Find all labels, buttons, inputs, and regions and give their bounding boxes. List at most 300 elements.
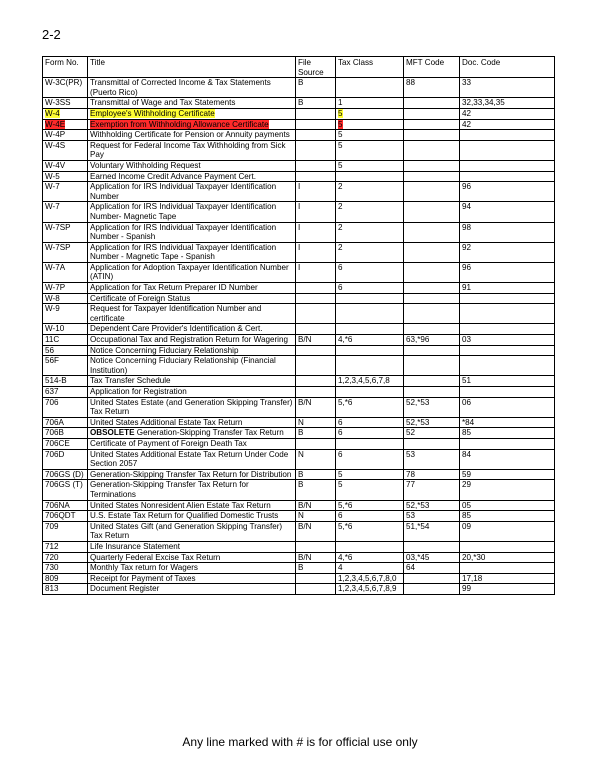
- cell-mft-code: [404, 182, 460, 202]
- cell-doc-code: [460, 98, 555, 109]
- cell-doc-code-text: 29: [462, 480, 472, 490]
- cell-tax-class-text: 1: [338, 98, 343, 108]
- cell-doc-code-text: 84: [462, 449, 472, 459]
- cell-doc-code: [460, 511, 555, 522]
- cell-mft-code: [404, 521, 460, 541]
- title-text: Generation-Skipping Transfer Tax Return for Terminations: [90, 480, 249, 499]
- table-row: [43, 376, 555, 387]
- cell-tax-class-text: 5,*6: [338, 500, 353, 510]
- cell-doc-code-text: 17,18: [462, 573, 483, 583]
- cell-mft-code: [404, 573, 460, 584]
- cell-form-no: [43, 293, 88, 304]
- cell-tax-class-text: 2: [338, 202, 343, 212]
- cell-doc-code: [460, 397, 555, 417]
- column-header-tax-class: Tax Class: [336, 57, 404, 78]
- cell-tax-class: [336, 304, 404, 324]
- cell-file-source-text: I: [298, 222, 301, 232]
- cell-tax-class: [336, 428, 404, 439]
- cell-file-source: [296, 345, 336, 356]
- cell-file-source: [296, 552, 336, 563]
- cell-file-source: [296, 511, 336, 522]
- title-text: Employee's Withholding Certificate: [90, 108, 215, 118]
- cell-doc-code: [460, 140, 555, 160]
- cell-form-no: [43, 335, 88, 346]
- cell-doc-code: [460, 324, 555, 335]
- cell-tax-class-text: 5: [338, 480, 343, 490]
- table-row: [43, 428, 555, 439]
- column-header-title: Title: [88, 57, 296, 78]
- title-text: Monthly Tax return for Wagers: [90, 563, 198, 573]
- table-row: [43, 119, 555, 130]
- cell-title: [88, 521, 296, 541]
- cell-form-no-text: W-10: [45, 324, 65, 334]
- cell-title: [88, 324, 296, 335]
- cell-file-source: [296, 480, 336, 500]
- cell-tax-class: [336, 345, 404, 356]
- cell-form-no-text: W-7: [45, 182, 60, 192]
- cell-form-no: [43, 480, 88, 500]
- cell-file-source: [296, 324, 336, 335]
- cell-tax-class-text: 6: [338, 283, 343, 293]
- table-row: [43, 345, 555, 356]
- cell-tax-class: [336, 108, 404, 119]
- cell-title: [88, 182, 296, 202]
- cell-mft-code: [404, 356, 460, 376]
- cell-mft-code: [404, 552, 460, 563]
- cell-title-text: [90, 78, 271, 97]
- cell-form-no: [43, 417, 88, 428]
- cell-tax-class-text: 5,*6: [338, 397, 353, 407]
- cell-file-source: [296, 584, 336, 595]
- cell-title: [88, 480, 296, 500]
- cell-tax-class: [336, 438, 404, 449]
- cell-file-source-text: B: [298, 98, 304, 108]
- cell-doc-code: [460, 78, 555, 98]
- cell-mft-code: [404, 140, 460, 160]
- cell-title: [88, 500, 296, 511]
- table-row: [43, 78, 555, 98]
- cell-form-no-text: W-4V: [45, 160, 66, 170]
- title-text: Notice Concerning Fiduciary Relationship: [90, 345, 239, 355]
- cell-form-no-text: 11C: [45, 335, 60, 345]
- cell-doc-code-text: 33: [462, 78, 472, 88]
- cell-file-source-text: B/N: [298, 397, 312, 407]
- cell-file-source: [296, 449, 336, 469]
- cell-form-no-text: 637: [45, 387, 59, 396]
- cell-title: [88, 293, 296, 304]
- cell-file-source: [296, 469, 336, 480]
- table-row: [43, 541, 555, 552]
- table-row: [43, 511, 555, 522]
- cell-form-no: [43, 573, 88, 584]
- cell-doc-code: [460, 119, 555, 130]
- cell-title: [88, 160, 296, 171]
- cell-mft-code: [404, 335, 460, 346]
- cell-doc-code-text: 42: [462, 108, 472, 118]
- cell-form-no: [43, 119, 88, 130]
- cell-tax-class-text: 5: [338, 140, 343, 150]
- cell-form-no: [43, 356, 88, 376]
- table-row: [43, 480, 555, 500]
- cell-mft-code: [404, 500, 460, 511]
- cell-mft-code: [404, 480, 460, 500]
- cell-form-no-text: 813: [45, 584, 59, 594]
- cell-mft-code: [404, 202, 460, 222]
- cell-title-text: [90, 470, 291, 479]
- cell-file-source-text: B/N: [298, 552, 312, 562]
- cell-title-text: [90, 542, 180, 551]
- table-row: [43, 242, 555, 262]
- table-row: [43, 469, 555, 480]
- cell-title: [88, 202, 296, 222]
- cell-file-source: [296, 119, 336, 130]
- cell-doc-code-text: 51: [462, 376, 472, 386]
- cell-title-text: [90, 450, 288, 469]
- cell-tax-class: [336, 469, 404, 480]
- cell-form-no-text: 706GS (T): [45, 480, 83, 490]
- cell-doc-code: [460, 584, 555, 595]
- cell-form-no: [43, 563, 88, 574]
- title-text: United States Nonresident Alien Estate Tax Return: [90, 500, 271, 510]
- table-row: [43, 98, 555, 109]
- title-text: Application for Adoption Taxpayer Identification Number (ATIN): [90, 262, 289, 282]
- cell-file-source-text: N: [298, 417, 304, 427]
- cell-mft-code: [404, 222, 460, 242]
- cell-form-no: [43, 182, 88, 202]
- cell-title: [88, 552, 296, 563]
- cell-form-no-text: W-8: [45, 293, 60, 303]
- cell-doc-code: [460, 356, 555, 376]
- cell-title-text: [90, 574, 196, 583]
- table-row: [43, 304, 555, 324]
- title-text: Notice Concerning Fiduciary Relationship (Financial Institution): [90, 356, 276, 375]
- table-row: [43, 584, 555, 595]
- cell-tax-class-text: 5: [338, 160, 343, 170]
- title-text: Quarterly Federal Excise Tax Return: [90, 552, 221, 562]
- cell-file-source: [296, 108, 336, 119]
- cell-form-no-text: W-7SP: [45, 242, 71, 252]
- footer-note: Any line marked with # is for official use only: [182, 735, 418, 749]
- title-text: Request for Federal Income Tax Withholding from Sick Pay: [90, 140, 286, 160]
- cell-form-no: [43, 130, 88, 141]
- cell-doc-code: [460, 345, 555, 356]
- cell-doc-code: [460, 222, 555, 242]
- cell-file-source: [296, 130, 336, 141]
- cell-title: [88, 78, 296, 98]
- cell-tax-class-text: 1,2,3,4,5,6,7,8,0: [338, 573, 397, 583]
- cell-file-source-text: B/N: [298, 335, 312, 345]
- table-row: [43, 335, 555, 346]
- cell-tax-class-text: 6: [338, 262, 343, 272]
- cell-doc-code: [460, 376, 555, 387]
- cell-tax-class: [336, 324, 404, 335]
- cell-doc-code: [460, 573, 555, 584]
- column-header-form-no: Form No.: [43, 57, 88, 78]
- cell-doc-code-text: 59: [462, 469, 472, 479]
- cell-tax-class: [336, 283, 404, 294]
- cell-file-source: [296, 573, 336, 584]
- cell-mft-code: [404, 304, 460, 324]
- column-header-doc-code: Doc. Code: [460, 57, 555, 78]
- cell-mft-code: [404, 345, 460, 356]
- cell-tax-class-text: 1,2,3,4,5,6,7,8,9: [338, 584, 397, 594]
- cell-title: [88, 584, 296, 595]
- cell-mft-code-text: 78: [406, 469, 416, 479]
- title-text: Withholding Certificate for Pension or Annuity payments: [90, 130, 290, 140]
- cell-form-no-text: 706GS (D): [45, 469, 84, 479]
- cell-tax-class: [336, 552, 404, 563]
- cell-tax-class-text: 6: [338, 449, 343, 459]
- cell-form-no-text: 709: [45, 521, 59, 531]
- cell-mft-code: [404, 511, 460, 522]
- cell-title: [88, 119, 296, 130]
- cell-file-source-text: B: [298, 428, 304, 438]
- title-text: Dependent Care Provider's Identification & Cert.: [90, 324, 263, 334]
- table-row: [43, 417, 555, 428]
- cell-tax-class-text: 2: [338, 242, 343, 252]
- cell-tax-class-text: 6: [338, 428, 343, 438]
- cell-title: [88, 130, 296, 141]
- cell-doc-code-text: 06: [462, 397, 472, 407]
- cell-doc-code: [460, 449, 555, 469]
- cell-file-source: [296, 140, 336, 160]
- cell-file-source-text: I: [298, 242, 301, 252]
- cell-tax-class-text: 5: [338, 108, 343, 118]
- cell-file-source-text: I: [298, 262, 301, 272]
- cell-form-no: [43, 552, 88, 563]
- cell-doc-code-text: 98: [462, 222, 472, 232]
- cell-doc-code: [460, 541, 555, 552]
- cell-form-no-text: 706CE: [45, 438, 70, 448]
- cell-file-source-text: N: [298, 511, 304, 521]
- cell-file-source-text: B: [298, 469, 304, 479]
- cell-mft-code: [404, 242, 460, 262]
- cell-mft-code: [404, 324, 460, 335]
- column-header-mft-code: MFT Code: [404, 57, 460, 78]
- cell-doc-code: [460, 171, 555, 182]
- cell-form-no-text: W-4E: [45, 119, 66, 129]
- cell-tax-class-text: 1,2,3,4,5,6,7,8: [338, 376, 390, 386]
- cell-title: [88, 262, 296, 282]
- cell-title-text: [90, 511, 278, 520]
- cell-title: [88, 283, 296, 294]
- cell-tax-class: [336, 242, 404, 262]
- cell-tax-class: [336, 182, 404, 202]
- cell-form-no: [43, 584, 88, 595]
- cell-title-text: [90, 294, 190, 303]
- cell-form-no: [43, 283, 88, 294]
- cell-mft-code-text: 52,*53: [406, 397, 430, 407]
- cell-doc-code: [460, 500, 555, 511]
- cell-file-source: [296, 428, 336, 439]
- cell-doc-code: [460, 262, 555, 282]
- cell-tax-class-text: 4: [338, 563, 343, 573]
- cell-mft-code: [404, 376, 460, 387]
- cell-title-text: [90, 109, 215, 118]
- cell-title: [88, 304, 296, 324]
- cell-form-no: [43, 222, 88, 242]
- cell-form-no-text: W-4: [45, 108, 60, 118]
- cell-file-source: [296, 160, 336, 171]
- title-text: Request for Taxpayer Identification Number and certificate: [90, 304, 262, 323]
- cell-title-text: [90, 335, 288, 344]
- cell-form-no: [43, 521, 88, 541]
- cell-file-source-text: B/N: [298, 521, 312, 531]
- cell-doc-code: [460, 242, 555, 262]
- cell-form-no-text: W-5: [45, 171, 60, 181]
- cell-title-text: [90, 563, 198, 572]
- cell-doc-code: [460, 108, 555, 119]
- cell-form-no-text: W-4P: [45, 130, 66, 140]
- table-row: [43, 324, 555, 335]
- cell-title: [88, 449, 296, 469]
- cell-file-source: [296, 376, 336, 387]
- cell-mft-code: [404, 171, 460, 182]
- cell-title-text: [90, 376, 171, 385]
- cell-mft-code: [404, 584, 460, 595]
- cell-form-no-text: 706D: [45, 449, 65, 459]
- cell-tax-class: [336, 541, 404, 552]
- cell-doc-code-text: 42: [462, 119, 472, 129]
- cell-tax-class: [336, 293, 404, 304]
- cell-mft-code: [404, 262, 460, 282]
- cell-title: [88, 376, 296, 387]
- cell-form-no-text: 712: [45, 541, 59, 551]
- cell-tax-class: [336, 500, 404, 511]
- cell-file-source: [296, 202, 336, 222]
- cell-title-text: [90, 387, 187, 396]
- cell-tax-class-text: 5,*6: [338, 521, 353, 531]
- cell-doc-code: [460, 182, 555, 202]
- cell-file-source: [296, 182, 336, 202]
- cell-mft-code: [404, 108, 460, 119]
- cell-title: [88, 511, 296, 522]
- cell-form-no: [43, 397, 88, 417]
- title-text: Application for IRS Individual Taxpayer Identification Number - Magnetic Tape - Spanish: [90, 242, 277, 262]
- cell-tax-class-text: 5: [338, 119, 343, 129]
- cell-title-text: [90, 324, 263, 333]
- cell-tax-class: [336, 480, 404, 500]
- title-text: Life Insurance Statement: [90, 541, 180, 551]
- cell-form-no: [43, 242, 88, 262]
- table-row: [43, 387, 555, 398]
- cell-title-text: [90, 584, 159, 593]
- cell-mft-code: [404, 428, 460, 439]
- cell-tax-class: [336, 335, 404, 346]
- cell-file-source: [296, 438, 336, 449]
- cell-mft-code-text: 53: [406, 511, 416, 521]
- cell-doc-code: [460, 480, 555, 500]
- cell-doc-code-text: 09: [462, 521, 472, 531]
- table-row: [43, 563, 555, 574]
- cell-tax-class: [336, 376, 404, 387]
- cell-tax-class: [336, 130, 404, 141]
- cell-doc-code: [460, 387, 555, 398]
- cell-title-text: [90, 161, 201, 170]
- cell-title-text: [90, 130, 290, 139]
- title-text: Generation-Skipping Transfer Tax Return: [134, 428, 284, 438]
- cell-tax-class-text: 4,*6: [338, 335, 353, 345]
- cell-file-source: [296, 563, 336, 574]
- cell-title: [88, 242, 296, 262]
- cell-title-text: [90, 346, 238, 355]
- cell-title: [88, 469, 296, 480]
- cell-doc-code: [460, 283, 555, 294]
- cell-file-source-text: B: [298, 78, 304, 88]
- cell-form-no: [43, 511, 88, 522]
- cell-file-source: [296, 304, 336, 324]
- cell-tax-class: [336, 584, 404, 595]
- title-text: Voluntary Withholding Request: [90, 160, 201, 170]
- cell-file-source: [296, 222, 336, 242]
- cell-mft-code-text: 77: [406, 480, 416, 490]
- cell-title: [88, 428, 296, 439]
- table-row: [43, 108, 555, 119]
- cell-tax-class: [336, 387, 404, 398]
- cell-form-no-text: W-3SS: [45, 98, 71, 108]
- cell-tax-class: [336, 98, 404, 109]
- cell-tax-class: [336, 78, 404, 98]
- cell-mft-code-text: 52,*53: [406, 500, 430, 510]
- table-row: [43, 397, 555, 417]
- cell-tax-class-text: 2: [338, 182, 343, 192]
- cell-mft-code: [404, 449, 460, 469]
- title-text: Transmittal of Corrected Income & Tax Statements (Puerto Rico): [90, 78, 271, 97]
- cell-file-source-text: N: [298, 449, 304, 459]
- cell-title-text: [90, 263, 289, 282]
- cell-form-no: [43, 541, 88, 552]
- cell-mft-code-text: 88: [406, 78, 416, 88]
- cell-file-source: [296, 98, 336, 109]
- cell-mft-code-text: 03,*45: [406, 552, 430, 562]
- cell-mft-code: [404, 78, 460, 98]
- table-row: [43, 182, 555, 202]
- title-text: Receipt for Payment of Taxes: [90, 573, 196, 583]
- cell-doc-code-text: 03: [462, 335, 472, 345]
- table-row: [43, 160, 555, 171]
- cell-title-text: [90, 480, 249, 499]
- cell-doc-code-text: 94: [462, 202, 472, 212]
- cell-form-no: [43, 438, 88, 449]
- cell-form-no-text: W-7P: [45, 283, 66, 293]
- cell-form-no-text: 720: [45, 552, 59, 562]
- title-text: Application for Registration: [90, 387, 187, 396]
- title-text: Application for Tax Return Preparer ID Number: [90, 283, 258, 293]
- cell-mft-code: [404, 119, 460, 130]
- table-row: [43, 293, 555, 304]
- cell-mft-code-text: 64: [406, 563, 416, 573]
- title-text: United States Additional Estate Tax Return: [90, 417, 243, 427]
- cell-mft-code: [404, 160, 460, 171]
- cell-tax-class: [336, 511, 404, 522]
- table-row: [43, 449, 555, 469]
- cell-title: [88, 222, 296, 242]
- table-row: [43, 438, 555, 449]
- cell-form-no: [43, 324, 88, 335]
- cell-title-text: [90, 223, 276, 242]
- cell-form-no-text: W-4S: [45, 140, 66, 150]
- cell-file-source: [296, 417, 336, 428]
- cell-form-no-text: 706B: [45, 428, 64, 438]
- cell-doc-code-text: 20,*30: [462, 552, 486, 562]
- cell-title: [88, 108, 296, 119]
- cell-file-source: [296, 356, 336, 376]
- cell-title: [88, 335, 296, 346]
- cell-title-text: [90, 428, 284, 437]
- cell-mft-code-text: 52: [406, 428, 416, 438]
- cell-form-no: [43, 140, 88, 160]
- cell-doc-code: [460, 438, 555, 449]
